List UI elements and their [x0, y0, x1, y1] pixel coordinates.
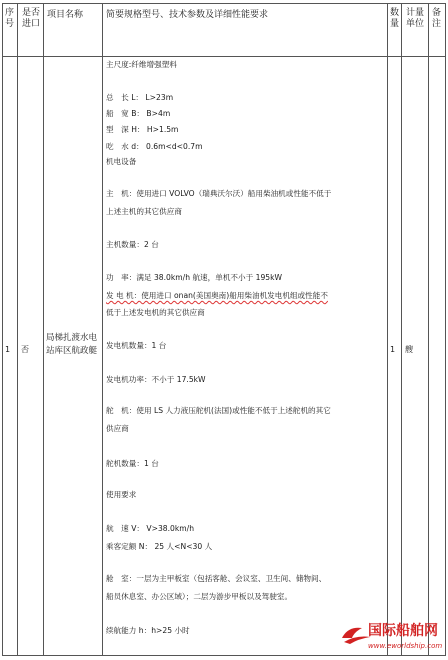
spec-line: 乘客定额 N： 25 人<N<30 人: [106, 542, 213, 551]
spec-line: 航 速 V： V>38.0km/h: [106, 524, 195, 533]
watermark-name: 国际船舶网: [368, 623, 438, 639]
spec-line: 型 深 H： H>1.5m: [106, 125, 179, 134]
spec-line: 舵机数量：1 台: [106, 459, 159, 468]
row-imported: 否: [21, 345, 29, 354]
row-unit: 艘: [405, 345, 413, 354]
table-border-top: [2, 3, 446, 4]
spec-line: 总 长 L： L>23m: [106, 93, 174, 102]
watermark-logo: [340, 622, 442, 656]
spec-line: 船 宽 B： B>4m: [106, 109, 171, 118]
header-qty: 数量: [389, 8, 399, 29]
spec-line: 机电设备: [106, 157, 137, 166]
spec-line: 功 率：满足 38.0km/h 航速，单机不小于 195kW: [106, 273, 283, 282]
col-divider-5: [401, 3, 402, 656]
header-seq: 序号: [4, 8, 14, 29]
spec-line: 使用要求: [106, 490, 137, 499]
header-imported: 是否进口: [21, 8, 40, 29]
row-qty: 1: [390, 345, 396, 354]
table-header-divider: [2, 56, 446, 57]
spec-line: 发电机数量：1 台: [106, 341, 167, 350]
row-seq: 1: [5, 345, 11, 354]
watermark-url: www.eworldship.com: [368, 642, 443, 650]
spec-line: 主尺度:纤维增强塑料: [106, 60, 177, 69]
table-border-right: [445, 3, 446, 656]
spec-line: 船员休息室、办公区域）；二层为游步甲板以及驾驶室。: [106, 592, 293, 601]
table-border-left: [2, 3, 3, 656]
header-project: 项目名称: [47, 10, 84, 20]
row-project: 局梯扎渡水电站库区航政艇: [46, 333, 98, 356]
header-note: 备注: [431, 8, 441, 29]
spec-line: 吃 水 d： 0.6m<d<0.7m: [106, 142, 203, 151]
spec-line: 舱 室：一层为主甲板室（包括客舱、会议室、卫生间、储物间、: [106, 574, 327, 583]
header-unit: 计量单位: [405, 8, 424, 29]
spec-line: 续航能力 h：h>25 小时: [106, 626, 190, 635]
col-divider-2: [43, 3, 44, 656]
spec-line: 舵 机：使用 LS 人力液压舵机(法国)或性能不低于上述舵机的其它: [106, 406, 331, 415]
col-divider-4: [387, 3, 388, 656]
col-divider-6: [428, 3, 429, 656]
col-divider-1: [17, 3, 18, 656]
spec-line: 主 机：使用进口 VOLVO（瑞典沃尔沃）船用柴油机或性能不低于: [106, 189, 332, 198]
spec-line: 上述主机的其它供应商: [106, 207, 182, 216]
spec-line: 供应商: [106, 424, 129, 433]
spec-line: 发电机功率：不小于 17.5kW: [106, 375, 206, 384]
header-specs: 简要规格型号、技术参数及详细性能要求: [106, 10, 269, 20]
spec-line: 低于上述发电机的其它供应商: [106, 308, 205, 317]
spec-line: 发 电 机：使用进口 onan(美国奥南)船用柴油机发电机组或性能不: [106, 291, 328, 300]
col-divider-3: [102, 3, 103, 656]
spec-line: 主机数量：2 台: [106, 240, 159, 249]
